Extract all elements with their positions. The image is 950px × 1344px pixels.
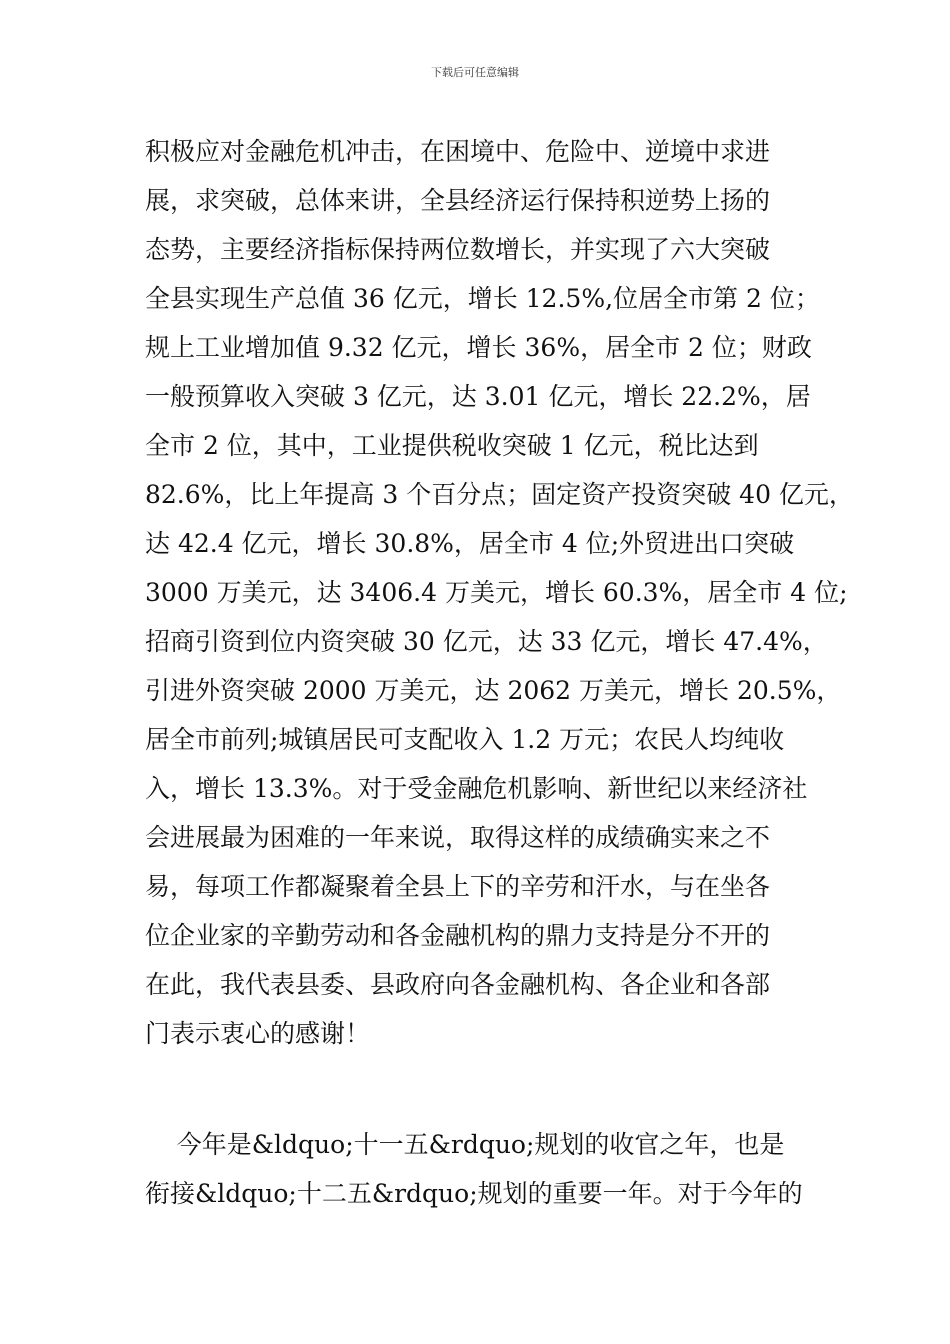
text-line: 全市 2 位，其中，工业提供税收突破 1 亿元，税比达到 [145, 431, 759, 460]
page-header: 下载后可任意编辑 [431, 66, 519, 79]
text-line: 入，增长 13.3%。对于受金融危机影响、新世纪以来经济社 [145, 774, 808, 803]
paragraph-2 [145, 1120, 845, 1218]
text-line: 全县实现生产总值 36 亿元，增长 12.5%,位居全市第 2 位； [145, 284, 820, 313]
text-line: 积极应对金融危机冲击，在困境中、危险中、逆境中求进 [145, 137, 771, 166]
text-line: 在此，我代表县委、县政府向各金融机构、各企业和各部 [145, 970, 771, 999]
text-line: 会进展最为困难的一年来说，取得这样的成绩确实来之不 [145, 823, 771, 852]
text-line: 引进外资突破 2000 万美元，达 2062 万美元，增长 20.5%， [145, 676, 842, 705]
text-line: 衔接&ldquo;十二五&rdquo;规划的重要一年。对于今年的 [145, 1179, 803, 1208]
text-line: 达 42.4 亿元，增长 30.8%，居全市 4 位;外贸进出口突破 [145, 529, 795, 558]
text-line: 3000 万美元，达 3406.4 万美元，增长 60.3%，居全市 4 位; [145, 578, 848, 607]
text-line: 招商引资到位内资突破 30 亿元，达 33 亿元，增长 47.4%， [145, 627, 828, 656]
paragraph-1 [145, 127, 854, 1058]
text-line: 门表示衷心的感谢！ [145, 1019, 371, 1048]
text-line: 态势，主要经济指标保持两位数增长，并实现了六大突破 [145, 235, 771, 264]
text-line: 位企业家的辛勤劳动和各金融机构的鼎力支持是分不开的 [145, 921, 771, 950]
text-line: 一般预算收入突破 3 亿元，达 3.01 亿元，增长 22.2%，居 [145, 382, 811, 411]
text-line: 展，求突破，总体来讲，全县经济运行保持积逆势上扬的 [145, 186, 771, 215]
text-line: 82.6%，比上年提高 3 个百分点；固定资产投资突破 40 亿元， [145, 480, 854, 509]
text-line: 易，每项工作都凝聚着全县上下的辛劳和汗水，与在坐各 [145, 872, 771, 901]
text-line: 今年是&ldquo;十一五&rdquo;规划的收官之年，也是 [145, 1130, 785, 1159]
text-line: 居全市前列;城镇居民可支配收入 1.2 万元；农民人均纯收 [145, 725, 785, 754]
text-line: 规上工业增加值 9.32 亿元，增长 36%，居全市 2 位；财政 [145, 333, 812, 362]
